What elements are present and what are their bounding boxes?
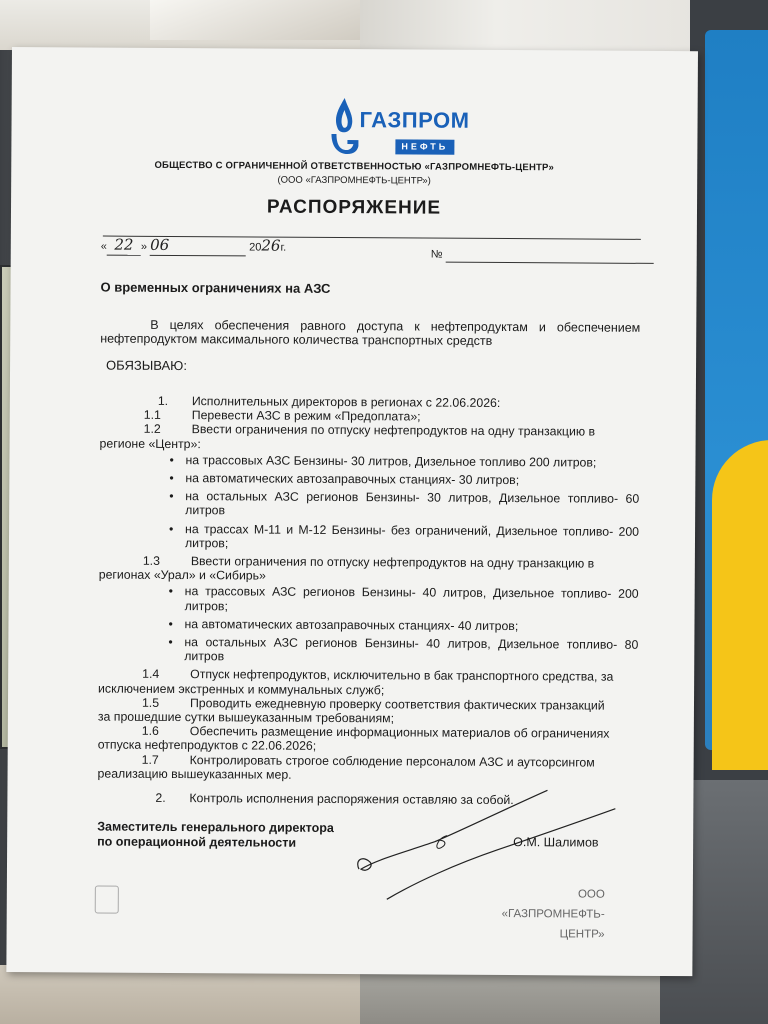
list-item (99, 452, 639, 470)
document-subject: О временных ограничениях на АЗС (100, 279, 331, 296)
bullet-text: на остальных АЗС регионов Бензины- 30 литров, Дизельное топливо- 60 литров (185, 489, 640, 518)
bullet-icon: • (169, 470, 174, 486)
list-item (98, 724, 638, 756)
item-text: Обеспечить размещение информационных материалов об ограничениях (189, 724, 610, 741)
bullet-text: на остальных АЗС регионов Бензины- 40 литров, Дизельное топливо- 80 литров (184, 635, 639, 664)
date-year-prefix: 20 (249, 241, 262, 254)
number-label: № (430, 248, 443, 261)
date-close-quote: » (140, 240, 148, 253)
bullet-text: на трассовых АЗС регионов Бензины- 40 литров, Дизельное топливо- 200 литров; (184, 584, 639, 613)
date-month: 06 (150, 235, 170, 254)
signatory-title-line1: Заместитель генерального директора (97, 819, 334, 835)
item-continuation: исключением экстренных и коммунальных служб; (98, 681, 385, 697)
fuel-station-icon (95, 886, 119, 914)
signatory-title (97, 820, 334, 851)
date-day: 22 (114, 235, 134, 254)
bullet-icon: • (168, 584, 174, 599)
document-date (100, 235, 287, 257)
date-year-suffix: 26 (261, 236, 281, 255)
company-short-name: (ООО «ГАЗПРОМНЕФТЬ-ЦЕНТР») (277, 174, 431, 187)
bullet-text: на трассах М-11 и М-12 Бензины- без ограничений, Дизельное топливо- 200 литров; (184, 521, 640, 551)
item-continuation: реализацию вышеуказанных мер. (97, 766, 292, 782)
stamp-line1: ООО «ГАЗПРОМНЕФТЬ- (501, 888, 605, 921)
item-number: 1.7 (141, 752, 159, 767)
item-text: Контролировать строгое соблюдение персоналом АЗС и аутсорсингом (189, 752, 595, 770)
item-number: 2. (155, 790, 166, 806)
date-year-unit: г. (280, 241, 287, 254)
company-full-name: ОБЩЕСТВО С ОГРАНИЧЕННОЙ ОТВЕТСТВЕННОСТЬЮ «ГАЗПРОМНЕФТЬ-ЦЕНТР» (154, 159, 555, 174)
list-item (99, 584, 639, 616)
intro-paragraph: В целях обеспечения равного доступа к нефтепродуктам и обеспечением нефтепродуктом максимального количества транспортных средств (100, 317, 641, 348)
list-item (99, 554, 639, 586)
list-item (98, 695, 638, 727)
item-continuation: за прошедшие сутки вышеуказанным требованиям; (97, 709, 395, 726)
bullet-text: на трассовых АЗС Бензины- 30 литров, Дизельное топливо 200 литров; (185, 452, 597, 470)
list-item (99, 521, 639, 553)
bullet-text: на автоматических автозаправочных станциях- 30 литров; (185, 471, 520, 488)
logo-subtitle: НЕФТЬ (395, 139, 454, 154)
item-number: 1.3 (142, 553, 161, 568)
bullet-icon: • (168, 635, 173, 650)
item-number: 1.2 (143, 422, 161, 437)
item-number: 1.6 (141, 724, 159, 739)
bullet-icon: • (169, 452, 174, 467)
item-number: 1. (157, 393, 169, 408)
bullet-text: на автоматических автозаправочных станциях- 40 литров; (184, 616, 519, 633)
item-text: Отпуск нефтепродуктов, исключительно в бак транспортного средства, за (190, 667, 614, 685)
stamp-line2: ЦЕНТР» (559, 928, 605, 941)
obligate-heading: ОБЯЗЫВАЮ: (106, 357, 188, 374)
date-open-quote: « (100, 240, 107, 253)
bullet-icon: • (168, 616, 173, 631)
flame-icon (327, 96, 361, 156)
item-text: Исполнительных директоров в регионах с 22.06.2026: (191, 394, 501, 410)
order-items (97, 394, 640, 809)
logo-name: ГАЗПРОМ (359, 107, 470, 133)
item-text: Ввести ограничения по отпуску нефтепродуктов на одну транзакцию в (190, 554, 595, 571)
document-number (431, 248, 654, 264)
item-text: Проводить ежедневную проверку соответствия фактических транзакций (189, 695, 605, 713)
list-item (98, 667, 638, 699)
item-continuation: регионах «Урал» и «Сибирь» (98, 567, 266, 583)
bullet-icon: • (169, 521, 174, 536)
bullet-icon: • (169, 489, 174, 504)
fuel-pump-yellow-panel (712, 440, 768, 770)
item-number: 1.4 (142, 667, 160, 682)
gazprom-neft-logo (327, 96, 470, 159)
floor (0, 965, 360, 1024)
item-text: Контроль исполнения распоряжения оставляю за собой. (189, 791, 514, 808)
number-blank (446, 262, 654, 264)
order-document (6, 47, 698, 976)
list-item (99, 489, 639, 521)
document-title: РАСПОРЯЖЕНИЕ (266, 196, 442, 219)
item-text: Ввести ограничения по отпуску нефтепродуктов на одну транзакцию в (191, 422, 596, 439)
item-number: 1.5 (141, 695, 160, 710)
list-item (99, 471, 639, 489)
company-stamp (475, 884, 605, 945)
list-item (100, 422, 640, 454)
item-text: Перевести АЗС в режим «Предоплата»; (191, 408, 421, 424)
signatory-name: О.М. Шалимов (513, 835, 599, 850)
list-item (98, 635, 638, 667)
item-continuation: регионе «Центр»: (99, 436, 201, 451)
item-number: 1.1 (143, 408, 161, 423)
signatory-title-line2: по операционной деятельности (97, 834, 297, 850)
list-item (98, 616, 638, 634)
item-continuation: отпуска нефтепродуктов с 22.06.2026; (97, 738, 317, 754)
